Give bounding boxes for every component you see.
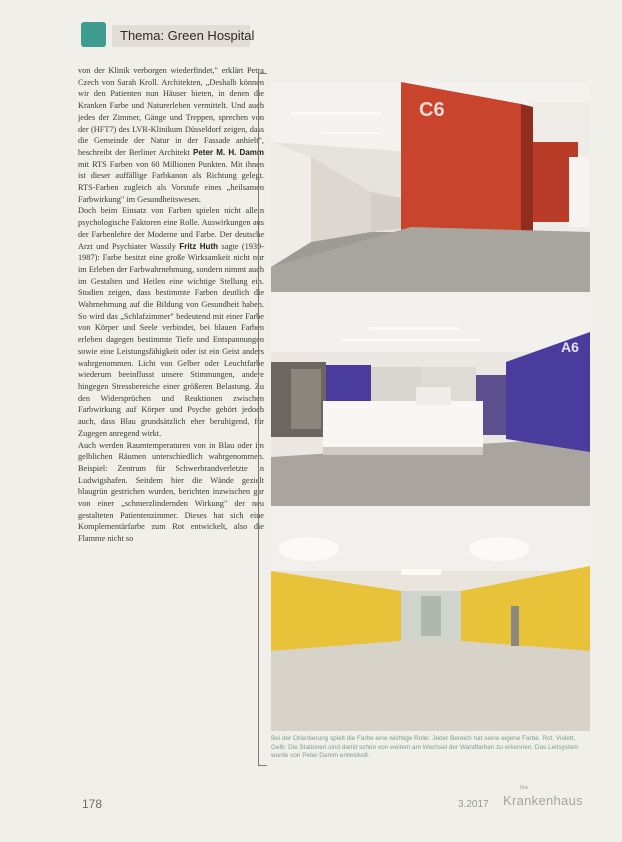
section-color-marker <box>81 22 106 47</box>
ward-sign-a6: A6 <box>561 339 579 355</box>
magazine-logo: Krankenhaus <box>503 793 583 808</box>
article-paragraph: von der Klinik verborgen wiederfindet," erklärt Petra Czech von Sarah Kroll. Architekten, „Deshalb können wir den Patienten nun Häuser bieten, in denen die Kranken Farbe und Naturerleben vermittelt. Und auch jedes der Zimmer, Gänge und Treppen, sprechen von der (HFT7) des LVR-Klinikum Düsseldorf zeigen, dass die Gemeinde der Natur in der Fassade anhielt", beschreibt der Berliner Architekt Peter M. H. Damm mit RTS Farben von 60 Millionen Punkten. Mit ihnen ist dieser auffällige Farbkanon als Richtung gelegt. RTS-Farben zugleich als Vorstufe eines „heilsamen Farbwirkung" im Gesundheitswesen. <box>78 66 264 204</box>
photo-corridor-red <box>271 82 590 292</box>
photo-reception-purple <box>271 297 590 506</box>
photo-caption: Bei der Orientierung spielt die Farbe eine wichtige Rolle: Jeder Bereich hat seine eigene Farbe. Rot, Violett, Gelb: Die Stationen sind damit schon von weitem am Wechsel der Wandfarben zu erkennen. Das Leitsystem wurde von Peter Damm entwickelt. <box>271 735 579 760</box>
section-title: Thema: Green Hospital <box>120 28 255 43</box>
article-paragraph: Doch beim Einsatz von Farben spielen nicht allein psychologische Faktoren eine Rolle. Auswirkungen aus der Farbenlehre der Moderne und Farbe. Der deutsche Arzt und Psychiater Wassily Fritz Huth sagte (1939-1987): Farbe besitzt eine große Wirksamkeit nicht nur im Erleben der Farbwahrnehmung, sondern nimmt auch im Gestalten und Heilen eine wichtige Stellung ein. Studien zeigen, dass bestimmte Farben deutlich die Wahrnehmung auf die Bildung von Gesundheit haben. So wird das „Schlafzimmer" bedeutend mit einer Farbe von Körper und Seele verbindet, bei blauen Farben erleben dagegen bestimmte Tiefe und Entspannungen sowie eine Leistungsfähigkeit oder ist ein Geist anders wahrgenommen. Licht von Gelber oder Leuchtfarbe wiederum beeinflusst unsere Stimmungen, andere hingegen Stressbereiche einer größeren Belastung. Zu den Widersprüchen und Reaktionen zwischen Farbwirkung auf Körper und Psyche gehört jedoch auch, dass Blau grundsätzlich eher beruhigend, für Zugegen anregend wirkt. <box>78 206 264 438</box>
article-body <box>78 65 264 765</box>
person-name: Fritz Huth <box>179 241 218 251</box>
magazine-logo-small: f&w <box>520 785 529 791</box>
ward-sign-c6: C6 <box>419 99 445 121</box>
issue-number: 3.2017 <box>458 799 489 810</box>
photo-corridor-yellow <box>271 511 590 731</box>
column-bracket-bottom <box>258 765 267 766</box>
article-paragraph: Auch werden Raumtemperaturen von in Blau oder im gelblichen Räumen unterschiedlich wahrgenommen. Beispiel: Zentrum für Schwerbrandverletzte in Ludwigshafen. Seitdem hier die Wände gezielt blaugrün gestrichen wurden, berichten inzwischen gar von einer „schmerzlindernden Wirkung" der neu gestalteten Patientenzimmer. Dieses hat sich eine Komplementärfarbe zum Rot entwickelt, also die Flamme nicht so <box>78 440 264 544</box>
column-bracket-top <box>258 73 267 74</box>
column-divider <box>258 73 259 765</box>
page-number: 178 <box>82 797 103 811</box>
person-name: Peter M. H. Damm <box>193 147 264 157</box>
